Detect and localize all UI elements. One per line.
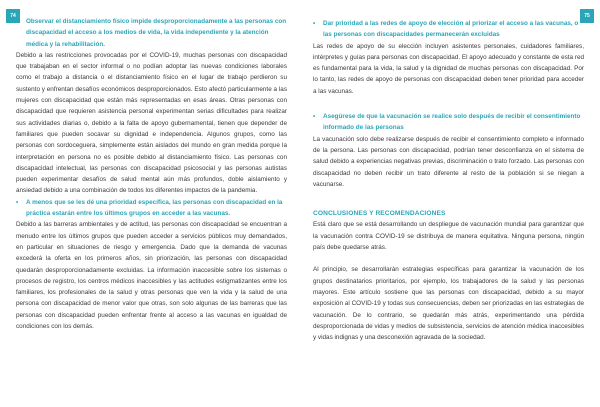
bullet-heading: A menos que se les dé una prioridad específica, las personas con discapacidad en la práctica estarán entre los últimos grupos en acceder a las vacunas. [26, 198, 283, 218]
bullet-heading: Observar el distanciamiento físico impide desproporcionadamente a las personas con discapacidad el acceso a los medios de vida, la vida independiente y la atención médica y la rehabilitación. [26, 18, 287, 48]
bullet-point [16, 16, 287, 50]
page-number-left: 74 [6, 9, 20, 23]
section-heading: CONCLUSIONES Y RECOMENDACIONES [313, 210, 446, 218]
body-paragraph: Debido a las restricciones provocadas por el COVID-19, muchas personas con discapacidad que trabajaban en el sector informal o no podían adoptar las nuevas condiciones laborales como el trabajo a distancia o el distanciamiento físico en el lugar de trabajo perdieron su sustento y enfrentan desafíos económicos desproporcionados. Esto afectó particularmente a las mujeres con discapacidad que están más representadas en esas áreas. Otras personas con discapacidad que requieren asistencia personal experimentan serias dificultades para realizar sus actividades diarias o, debido a la falta de apoyo gubernamental, tienen que depender de familiares que pueden socavar su dignidad e independencia. Algunos grupos, como las personas con sordoceguera, simplemente están aislados del mundo en gran medida porque la interpretación en persona no es posible debido al distanciamiento físico. Las personas con discapacidad intelectual, las personas con discapacidad psicosocial y las personas autistas pueden experimentar desafíos de salud mental aún más profundos, doble aislamiento y ansiedad debido a una combinación de todos los diferentes impactos de la pandemia. [16, 51, 287, 195]
bullet-dot-icon: • [16, 18, 19, 25]
body-paragraph: Debido a las barreras ambientales y de actitud, las personas con discapacidad se encuentran a menudo entre los últimos grupos que pueden acceder a servicios públicos muy demandados, en particular en situaciones de riesgo y emergencia. Dado que la demanda de vacunas excederá la oferta en los primeros años, sin priorización, las personas con discapacidad quedarán desproporcionadamente excluidas. La información inaccesible sobre los sistemas o procesos de registro, los centros médicos inaccesibles y las actitudes estigmatizantes entre los familiares, los profesionales de la salud y otras personas que ven la vida y la salud de una persona con discapacidad de menor valor que otras, son solo algunas de las barreras que las personas con discapacidad pueden enfrentar frente al acceso a las vacunas en igualdad de condiciones con los demás. [16, 221, 287, 331]
bullet-point [313, 111, 584, 134]
bullet-point [16, 197, 287, 220]
body-paragraph: La vacunación solo debe realizarse después de recibir el consentimiento completo e informado de la persona. Las personas con discapacidad, podrían tener desconfianza en el sistema de salud debido a experiencias negativas previas, discriminación o trato forzado. Las personas con discapacidad no deben recibir un trato diferente al resto de la población si se niegan a vacunarse. [313, 135, 584, 188]
body-paragraph: Las redes de apoyo de su elección incluyen asistentes personales, cuidadores familiares, intérpretes y guías para personas con discapacidad. El apoyo adecuado y constante de esta red es fundamental para la vida, la salud y la dignidad de muchas personas con discapacidad. Por lo tanto, las redes de apoyo de personas con discapacidad deben tener prioridad para acceder a las vacunas. [313, 42, 584, 95]
bullet-heading: Asegúrese de que la vacunación se realice solo después de recibir el consentimiento informado de las personas [323, 113, 581, 132]
bullet-dot-icon: • [313, 20, 316, 27]
bullet-dot-icon: • [313, 113, 316, 121]
left-column [16, 16, 287, 332]
bullet-heading: Dar prioridad a las redes de apoyo de elección al priorizar el acceso a las vacunas, o las personas con discapacidades permanecerán excluidas [323, 20, 579, 39]
right-column [313, 16, 584, 343]
body-paragraph: Está claro que se está desarrollando un despliegue de vacunación mundial para garantizar que la vacunación contra COVID-19 se distribuya de manera equitativa. Ninguna persona, ningún país debe quedarse atrás. [313, 221, 584, 252]
bullet-dot-icon: • [16, 198, 19, 206]
page-number-right: 75 [580, 9, 594, 23]
bullet-point [313, 18, 584, 41]
body-paragraph: Al principio, se desarrollarán estrategias específicas para garantizar la vacunación de los grupos destinatarios prioritarios, por ejemplo, los trabajadores de la salud y las personas mayores. Este artículo sostiene que las personas con discapacidad, debido a su mayor exposición al COVID-19 y todas sus consecuencias, deben ser priorizadas en las estrategias de vacunación. De lo contrario, se quedarán más atrás, experimentando una pérdida desproporcionada de vidas y medios de subsistencia, servicios de atención médica inaccesibles y vidas indignas y una desconexión agravada de la sociedad. [313, 266, 584, 342]
